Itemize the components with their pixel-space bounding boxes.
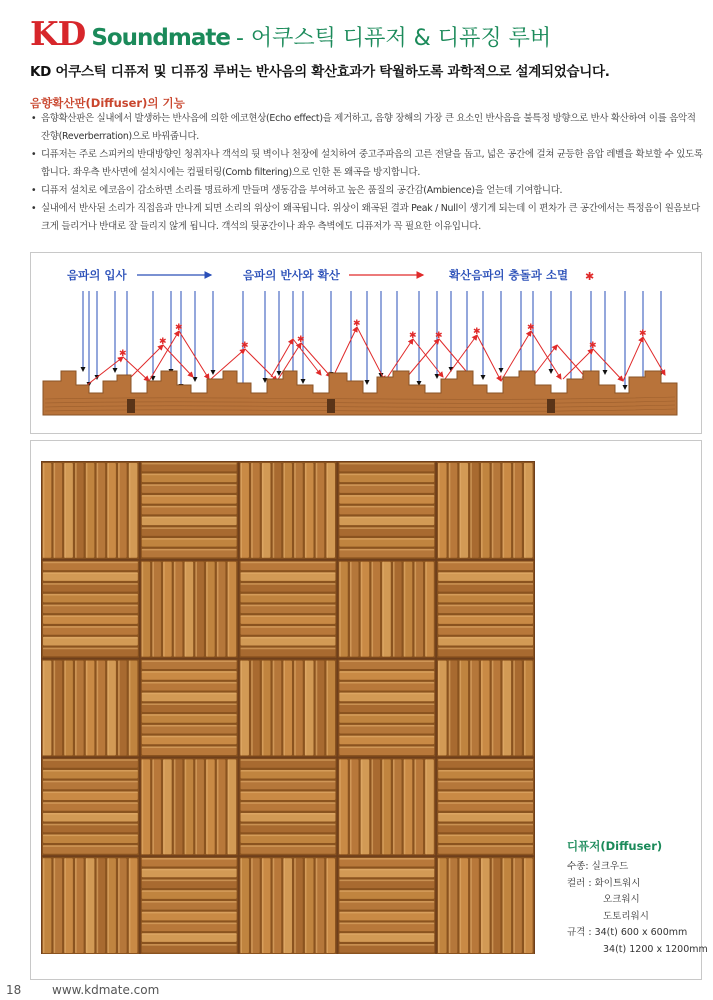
burst-icon: ✱ [527,323,535,333]
diffuser-tile [42,462,139,559]
diffuser-tile [141,561,238,658]
diffuser-panel-image [41,461,535,954]
diffuser-tile [338,462,435,559]
section-title: 음향확산판(Diffuser)의 기능 [30,96,185,110]
spec-color-option: 도토리워시 [603,910,649,922]
page-subtitle: KD 어쿠스틱 디퓨저 및 디퓨징 루버는 반사음의 확산효과가 탁월하도록 과학적으로 설계되었습니다. [30,64,610,80]
reflect-ray [131,345,163,377]
spec-species: 수종: 실크우드 [567,861,629,872]
diffuser-tile [338,758,435,855]
spec-color: 컬러 : 화이트워시 [567,877,641,889]
diffuser-tile [437,857,534,954]
diffuser-tile [240,561,337,658]
burst-icon: ✱ [585,270,595,283]
diffuser-tile [437,758,534,855]
reflect-ray [477,335,501,381]
page-title: - 어쿠스틱 디퓨저 & 디퓨징 루버 [235,26,552,51]
burst-icon: ✱ [353,319,361,329]
diffuser-tile [141,857,238,954]
spec-size-option: 34(t) 1200 x 1200mm [603,943,708,955]
burst-icon: ✱ [297,335,305,345]
burst-icon: ✱ [589,341,597,351]
bullet-item: • 실내에서 반사된 소리가 직접음과 만나게 되면 소리의 위상이 왜곡됩니다. 위상이 왜곡된 결과 Peak / Null이 생기게 되는데 이 편차가 큰 공간에서는 특정음이 원음보다 크게 들리거나 반대로 잘 들리지 않게 됩니다. 객석의 뒷공간이나 좌우 측벽에도 디퓨저가 꼭 필요한 이유입니다. [30,200,706,236]
diffuser-tile [240,758,337,855]
reflect-ray [245,349,277,381]
burst-icon: ✱ [435,331,443,341]
bullet-item: • 디퓨저 설치로 에코음이 감소하면 소리를 명료하게 만들며 생동감을 부여하고 높은 품질의 공간감(Ambience)을 얻는데 기여합니다. [30,182,706,200]
diffuser-tile [240,660,337,757]
reflect-ray [179,331,209,379]
diffuser-tile [437,462,534,559]
reflect-ray [301,343,331,377]
wood-profile [43,371,677,415]
label-incident: 음파의 입사 [67,268,127,282]
diffuser-tile [338,660,435,757]
diffuser-tile [338,561,435,658]
diffuser-cross-section [43,371,677,415]
diffuser-tile [437,561,534,658]
burst-icon: ✱ [175,323,183,333]
brand-logo-soundmate: Soundmate [91,25,230,51]
page-header [30,14,551,54]
bullet-item: • 음향확산판은 실내에서 발생하는 반사음에 의한 에코현상(Echo effect)을 제거하고, 음향 장해의 가장 큰 요소인 반사음을 불특정 방향으로 반사 확산하여 이를 음악적 잔향(Reverberration)으로 바꿔줍니다. [30,110,706,146]
burst-icon: ✱ [241,341,249,351]
function-bullet-list [30,110,706,236]
brand-logo-kd: KD [30,14,86,53]
diffuser-tile [42,758,139,855]
panel-joint [127,399,135,413]
diffuser-tile [42,561,139,658]
spec-color-option: 오크워시 [603,894,640,905]
reflect-ray [623,337,643,381]
footer-url: www.kdmate.com [52,983,160,997]
reflect-ray [413,339,443,377]
diffuser-tile [437,660,534,757]
reflect-ray [407,339,439,377]
burst-icon: ✱ [119,349,127,359]
panel-joint [547,399,555,413]
spec-size: 규격 : 34(t) 600 x 600mm [567,927,688,938]
burst-icon: ✱ [473,327,481,337]
burst-icon: ✱ [639,329,647,339]
reflect-ray [643,337,665,375]
label-collide: 확산음파의 충돌과 소멸 [449,268,569,282]
diffuser-tile [141,758,238,855]
diffuser-tile [240,857,337,954]
burst-icon: ✱ [409,331,417,341]
diffuser-tile [141,462,238,559]
reflect-ray [333,327,357,377]
diffuser-tile [42,857,139,954]
page-number: 18 [6,983,22,997]
diffuser-tile [42,660,139,757]
diffuser-tile [141,660,238,757]
diffusion-diagram [30,252,702,434]
spec-title: 디퓨저(Diffuser) [567,839,663,853]
diffuser-tile [240,462,337,559]
diffuser-tile [338,857,435,954]
spec-block [567,838,708,958]
label-reflect: 음파의 반사와 확산 [243,268,340,282]
panel-joint [327,399,335,413]
burst-icon: ✱ [159,337,167,347]
diffuser-photo-box [30,440,708,980]
diffusion-diagram-svg [31,253,701,433]
bullet-item: • 디퓨저는 주로 스피커의 반대방향인 청취자나 객석의 뒷 벽이나 천장에 설치하여 중고주파음의 고른 전달을 돕고, 넓은 공간에 걸쳐 균등한 음압 레벨을 확보할 수 있도록 합니다. 좌우측 반사면에 설치시에는 컴필터링(Comb filtering)으로 인한 톤 왜곡을 방지합니다. [30,146,706,182]
